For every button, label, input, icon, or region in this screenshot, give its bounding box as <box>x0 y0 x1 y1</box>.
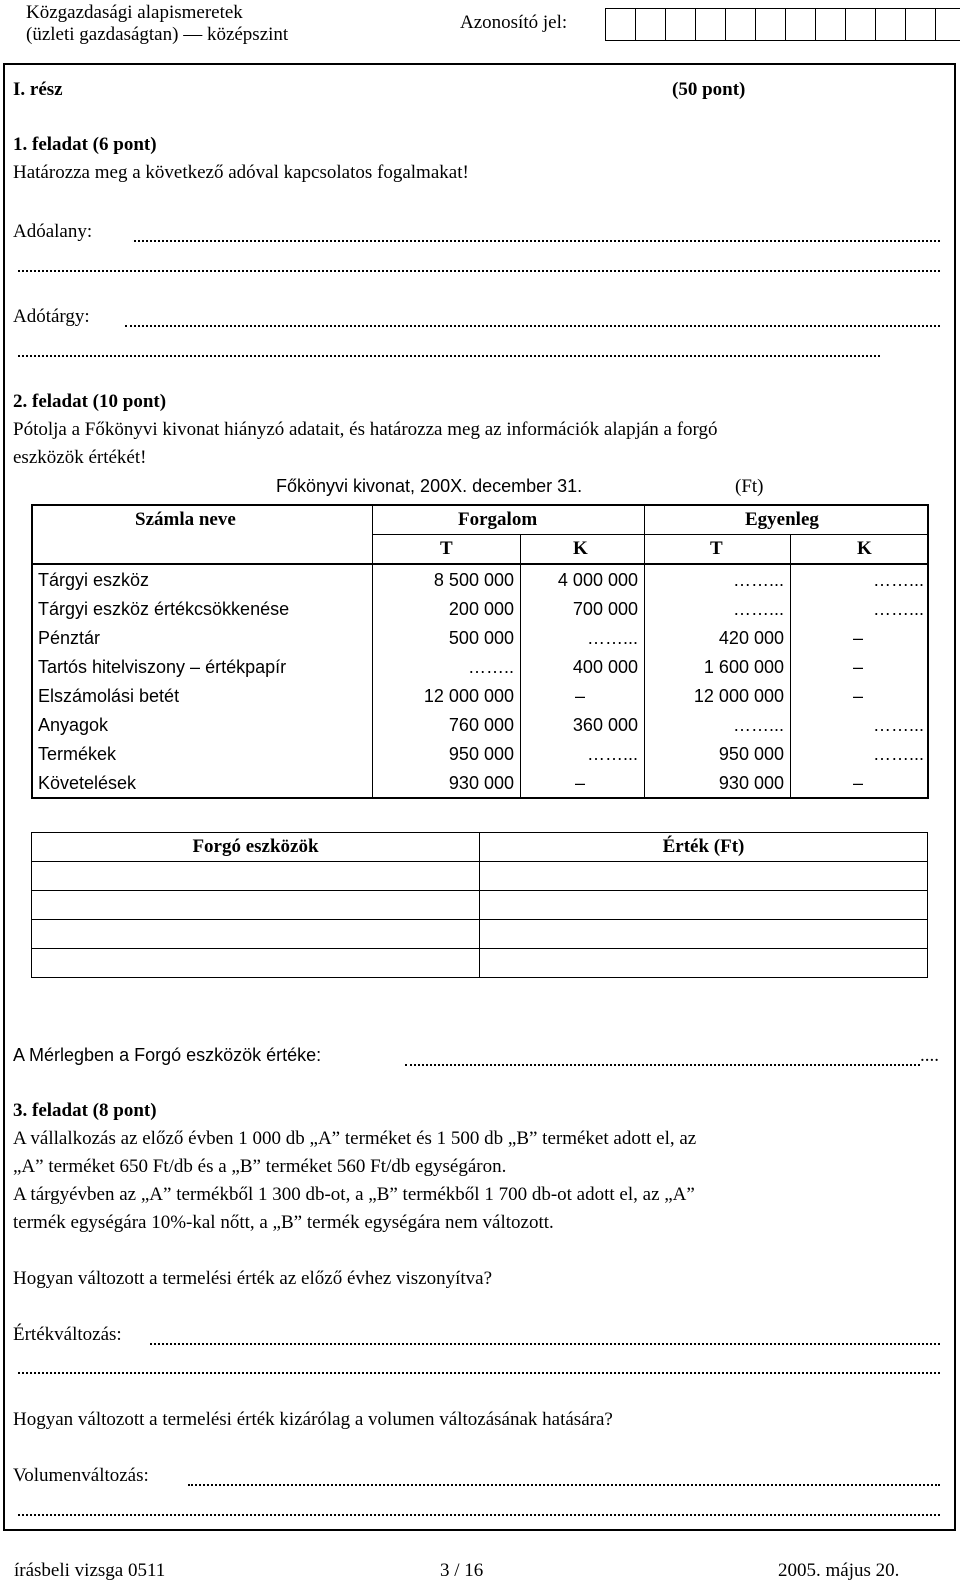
task2-instruction-1: Pótolja a Főkönyvi kivonat hiányzó adatait, és határozza meg az információk alapján a forgó <box>13 419 718 440</box>
turnover-t: 200 000 <box>448 599 514 619</box>
id-box[interactable] <box>875 8 906 41</box>
turnover-k: 700 000 <box>572 599 638 619</box>
ledger-title: Főkönyvi kivonat, 200X. december 31. <box>276 476 583 496</box>
turnover-k: 360 000 <box>572 715 638 735</box>
id-box[interactable] <box>695 8 726 41</box>
part-points: (50 pont) <box>672 79 746 100</box>
task3-title: 3. feladat (8 pont) <box>13 1100 157 1121</box>
footer-exam: írásbeli vizsga 0511 <box>14 1560 166 1581</box>
id-box[interactable] <box>785 8 816 41</box>
account-name: Követelések <box>38 773 137 793</box>
task3-question-2: Hogyan változott a termelési érték kizárólag a volumen változásának hatására? <box>13 1409 613 1430</box>
answer-line[interactable] <box>18 355 880 357</box>
turnover-k: 4 000 000 <box>557 570 638 590</box>
account-name: Tárgyi eszköz <box>38 570 150 590</box>
id-box[interactable] <box>605 8 636 41</box>
id-box[interactable] <box>755 8 786 41</box>
task3-question-1: Hogyan változott a termelési érték az előző évhez viszonyítva? <box>13 1268 493 1289</box>
forgo-cell[interactable] <box>32 891 480 920</box>
turnover-k: – <box>574 686 585 706</box>
balance-t[interactable]: ……... <box>732 599 784 619</box>
turnover-t: 8 500 000 <box>433 570 514 590</box>
answer-line[interactable] <box>405 1064 920 1066</box>
col-account: Számla neve <box>135 509 236 530</box>
current-assets-table <box>31 832 928 978</box>
forgo-cell[interactable] <box>32 949 480 978</box>
task2-title: 2. feladat (10 pont) <box>13 391 167 412</box>
task1-title: 1. feladat (6 pont) <box>13 134 157 155</box>
balance-t: 420 000 <box>718 628 784 648</box>
balance-t: 950 000 <box>718 744 784 764</box>
answer-line[interactable] <box>18 1372 940 1374</box>
col-balance: Egyenleg <box>745 509 819 530</box>
account-name: Anyagok <box>38 715 109 735</box>
id-box[interactable] <box>815 8 846 41</box>
ledger-unit: (Ft) <box>735 476 764 497</box>
merleg-dots: .... <box>920 1045 939 1066</box>
balance-t[interactable]: ……... <box>732 570 784 590</box>
merleg-label: A Mérlegben a Forgó eszközök értéke: <box>13 1045 322 1065</box>
id-box[interactable] <box>905 8 936 41</box>
turnover-t: 930 000 <box>448 773 514 793</box>
part-title: I. rész <box>13 79 63 100</box>
id-input-boxes[interactable] <box>606 8 960 41</box>
task3-text-1: A vállalkozás az előző évben 1 000 db „A” terméket és 1 500 db „B” terméket adott el, az <box>13 1128 697 1149</box>
account-name: Tartós hitelviszony – értékpapír <box>38 657 287 677</box>
balance-k: – <box>852 686 863 706</box>
task3-text-4: termék egységára 10%-kal nőtt, a „B” termék egységára nem változott. <box>13 1212 554 1233</box>
balance-k: – <box>852 628 863 648</box>
forgo-col-2: Érték (Ft) <box>480 833 928 862</box>
sub-balance-t: T <box>710 538 723 559</box>
turnover-k: – <box>574 773 585 793</box>
sub-balance-k: K <box>857 538 872 559</box>
forgo-cell[interactable] <box>32 920 480 949</box>
turnover-t: 12 000 000 <box>423 686 514 706</box>
balance-t: 1 600 000 <box>703 657 784 677</box>
subject-level: (üzleti gazdaságtan) — középszint <box>26 24 289 45</box>
account-name: Elszámolási betét <box>38 686 180 706</box>
footer-page: 3 / 16 <box>440 1560 484 1581</box>
balance-t: 12 000 000 <box>693 686 784 706</box>
subject-title: Közgazdasági alapismeretek <box>26 2 243 23</box>
id-box[interactable] <box>635 8 666 41</box>
label-ertekvaltozas: Értékváltozás: <box>13 1324 122 1345</box>
answer-line[interactable] <box>188 1484 940 1486</box>
id-box[interactable] <box>845 8 876 41</box>
task1-label-adoalany: Adóalany: <box>13 221 93 242</box>
balance-k[interactable]: ……... <box>872 715 924 735</box>
id-box[interactable] <box>665 8 696 41</box>
answer-line[interactable] <box>134 240 940 242</box>
turnover-t: 500 000 <box>448 628 514 648</box>
id-box[interactable] <box>725 8 756 41</box>
label-volumenvaltozas: Volumenváltozás: <box>13 1465 149 1486</box>
account-name: Tárgyi eszköz értékcsökkenése <box>38 599 290 619</box>
sub-turnover-t: T <box>440 538 453 559</box>
answer-line[interactable] <box>125 325 940 327</box>
account-name: Pénztár <box>38 628 101 648</box>
forgo-cell[interactable] <box>480 920 928 949</box>
forgo-col-1: Forgó eszközök <box>32 833 480 862</box>
forgo-cell[interactable] <box>480 949 928 978</box>
balance-k[interactable]: ……... <box>872 570 924 590</box>
forgo-cell[interactable] <box>480 891 928 920</box>
turnover-k[interactable]: ……... <box>586 628 638 648</box>
turnover-k: 400 000 <box>572 657 638 677</box>
task1-instruction: Határozza meg a következő adóval kapcsolatos fogalmakat! <box>13 162 469 183</box>
answer-line[interactable] <box>18 1514 940 1516</box>
turnover-t[interactable]: …….. <box>467 657 514 677</box>
task3-text-2: „A” terméket 650 Ft/db és a „B” terméket 560 Ft/db egységáron. <box>13 1156 507 1177</box>
task2-instruction-2: eszközök értékét! <box>13 447 147 468</box>
balance-k[interactable]: ……... <box>872 744 924 764</box>
id-box[interactable] <box>935 8 960 41</box>
turnover-k[interactable]: ……... <box>586 744 638 764</box>
forgo-cell[interactable] <box>32 862 480 891</box>
turnover-t: 760 000 <box>448 715 514 735</box>
balance-k: – <box>852 773 863 793</box>
balance-t: 930 000 <box>718 773 784 793</box>
col-turnover: Forgalom <box>458 509 538 530</box>
turnover-t: 950 000 <box>448 744 514 764</box>
sub-turnover-k: K <box>573 538 588 559</box>
balance-k: – <box>852 657 863 677</box>
balance-t[interactable]: ……... <box>732 715 784 735</box>
id-label: Azonosító jel: <box>460 12 568 33</box>
footer-date: 2005. május 20. <box>778 1560 900 1581</box>
answer-line[interactable] <box>150 1343 940 1345</box>
balance-k[interactable]: ……... <box>872 599 924 619</box>
answer-line[interactable] <box>18 270 940 272</box>
task3-text-3: A tárgyévben az „A” termékből 1 300 db-ot, a „B” termékből 1 700 db-ot adott el, az „A” <box>13 1184 695 1205</box>
forgo-cell[interactable] <box>480 862 928 891</box>
account-name: Termékek <box>38 744 117 764</box>
task1-label-adotargy: Adótárgy: <box>13 306 90 327</box>
